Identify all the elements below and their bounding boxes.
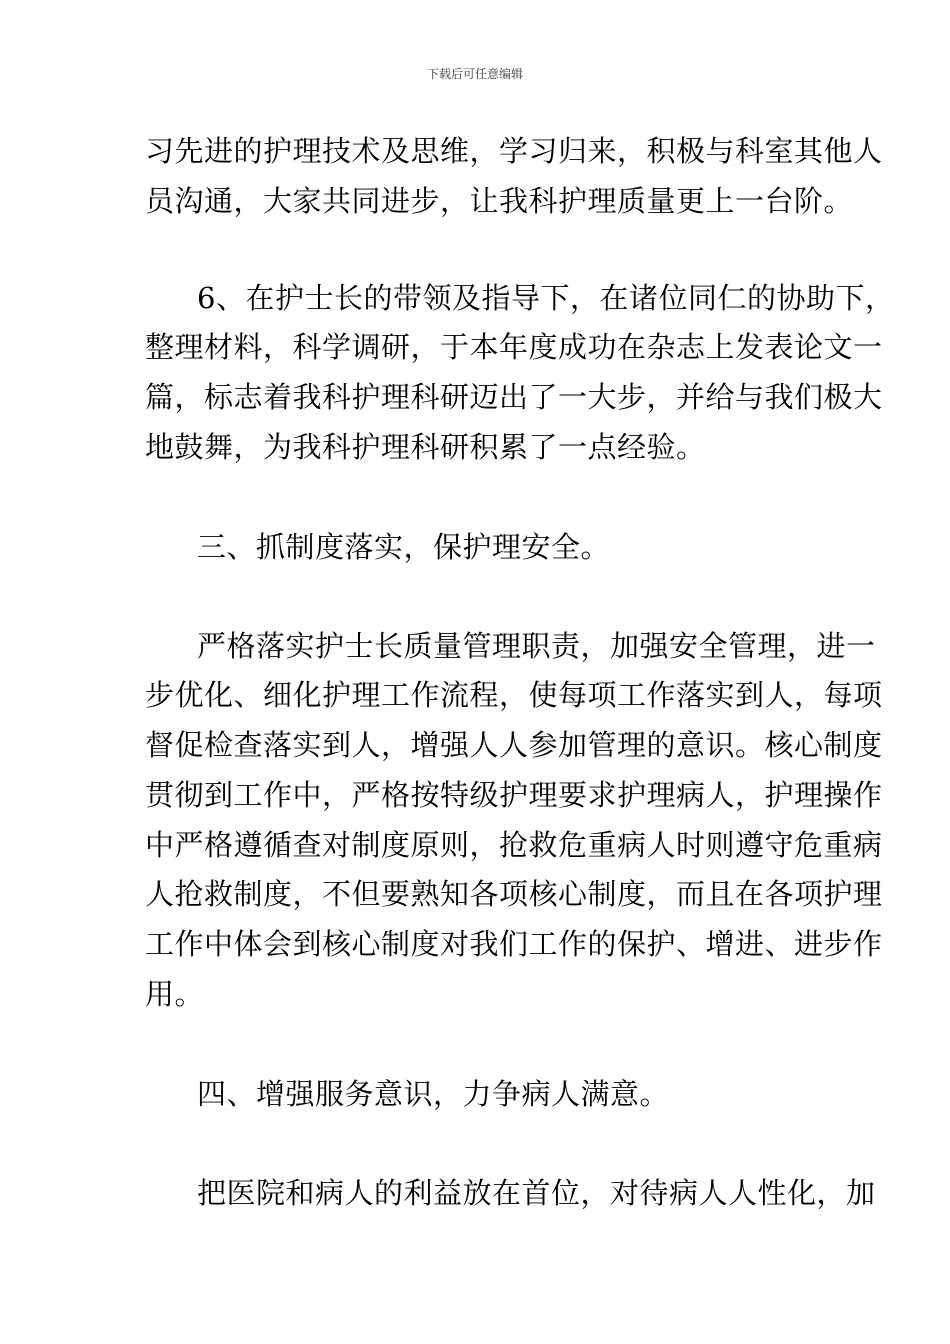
text-line: 员沟通，大家共同进步，让我科护理质量更上一台阶。: [145, 184, 854, 218]
text-line: 6、在护士长的带领及指导下，在诸位同仁的协助下，: [197, 281, 895, 315]
text-line: 用。: [145, 977, 205, 1011]
text-line: 督促检查落实到人，增强人人参加管理的意识。核心制度: [145, 728, 883, 762]
text-line: 中严格遵循查对制度原则，抢救危重病人时则遵守危重病: [145, 828, 883, 862]
text-line: 整理材料，科学调研，于本年度成功在杂志上发表论文一: [145, 330, 883, 364]
section-heading: 四、增强服务意识，力争病人满意。: [197, 1077, 670, 1111]
text-line: 人抢救制度，不但要熟知各项核心制度，而且在各项护理: [145, 877, 883, 911]
section-heading: 三、抓制度落实，保护理安全。: [197, 530, 611, 564]
page-header-note: 下载后可任意编辑: [426, 67, 523, 81]
text-line: 工作中体会到核心制度对我们工作的保护、增进、进步作: [145, 927, 883, 961]
text-line: 地鼓舞，为我科护理科研积累了一点经验。: [145, 430, 706, 464]
text-line: 步优化、细化护理工作流程，使每项工作落实到人，每项: [145, 678, 883, 712]
text-line: 习先进的护理技术及思维，学习归来，积极与科室其他人: [145, 134, 883, 168]
text-line: 贯彻到工作中，严格按特级护理要求护理病人，护理操作: [145, 778, 883, 812]
text-line: 严格落实护士长质量管理职责，加强安全管理，进一: [197, 629, 876, 663]
text-line: 把医院和病人的利益放在首位，对待病人人性化，加: [197, 1176, 876, 1210]
text-line: 篇，标志着我科护理科研迈出了一大步，并给与我们极大: [145, 380, 883, 414]
